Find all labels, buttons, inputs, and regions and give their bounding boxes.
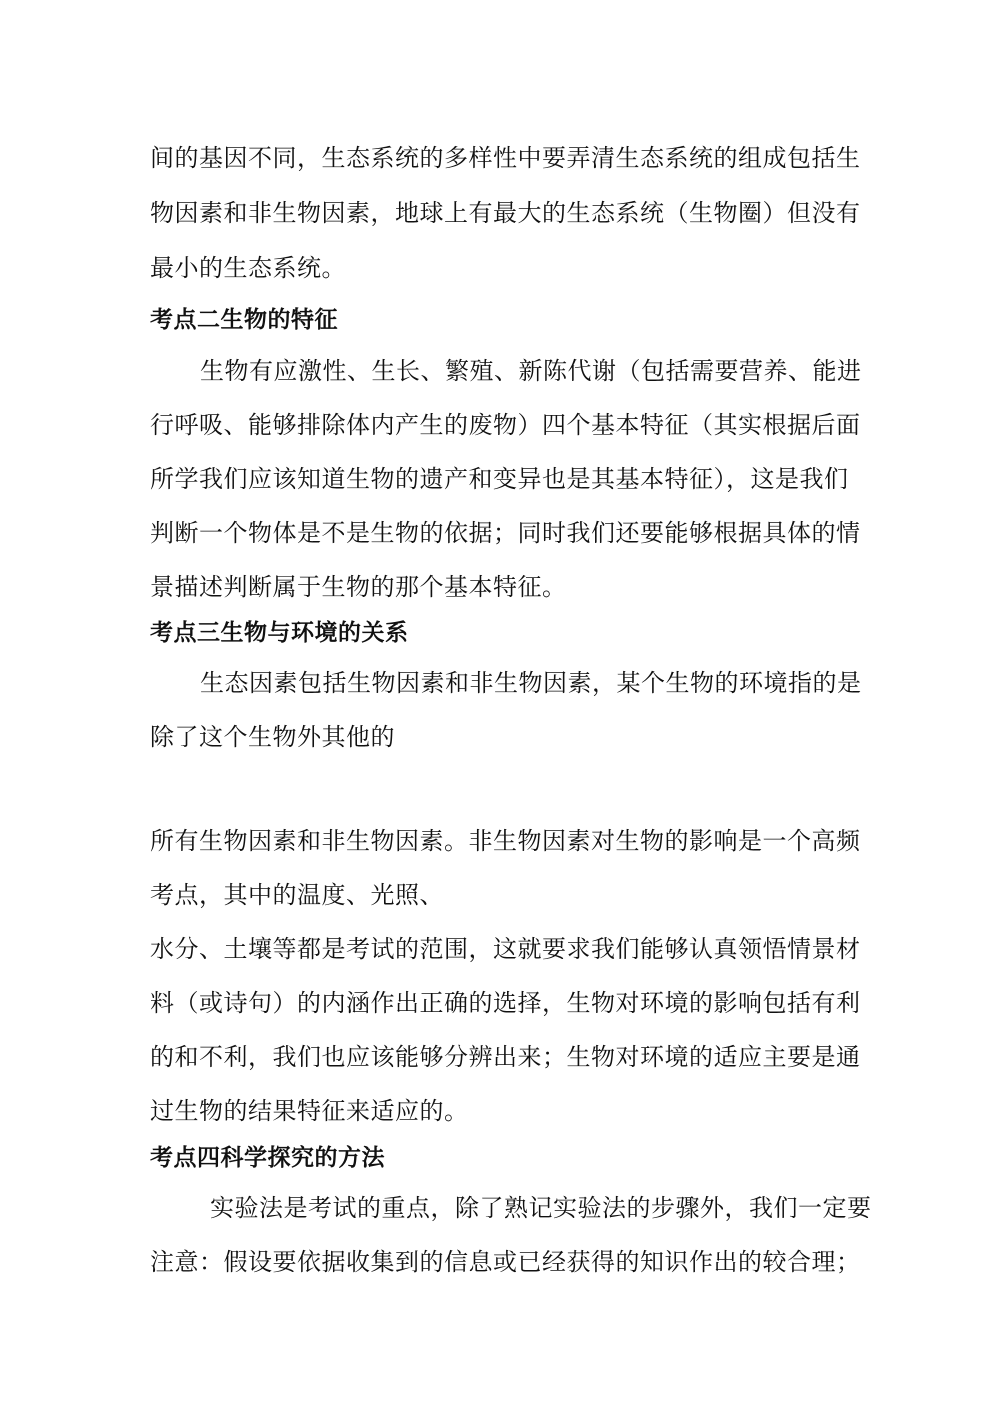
text-line: 生物有应激性、生长、繁殖、新陈代谢（包括需要营养、能进 — [200, 357, 862, 385]
text-line: 生态因素包括生物因素和非生物因素，某个生物的环境指的是 — [200, 669, 862, 697]
text-line: 水分、土壤等都是考试的范围，这就要求我们能够认真领悟情景材 — [150, 935, 861, 963]
text-line: 考点，其中的温度、光照、 — [150, 881, 444, 909]
text-line: 注意：假设要依据收集到的信息或已经获得的知识作出的较合理； — [150, 1248, 861, 1276]
text-line: 最小的生态系统。 — [150, 254, 346, 282]
text-line: 判断一个物体是不是生物的依据；同时我们还要能够根据具体的情 — [150, 519, 861, 547]
text-line: 实验法是考试的重点，除了熟记实验法的步骤外，我们一定要 — [210, 1194, 872, 1222]
text-line: 物因素和非生物因素，地球上有最大的生态系统（生物圈）但没有 — [150, 199, 861, 227]
section-heading: 考点三生物与环境的关系 — [150, 620, 409, 646]
text-line: 料（或诗句）的内涵作出正确的选择，生物对环境的影响包括有利 — [150, 989, 861, 1017]
section-heading: 考点二生物的特征 — [150, 307, 338, 333]
text-line: 过生物的结果特征来适应的。 — [150, 1097, 469, 1125]
text-line: 所有生物因素和非生物因素。非生物因素对生物的影响是一个高频 — [150, 827, 861, 855]
text-line: 的和不利，我们也应该能够分辨出来；生物对环境的适应主要是通 — [150, 1043, 861, 1071]
text-line: 行呼吸、能够排除体内产生的废物）四个基本特征（其实根据后面 — [150, 411, 861, 439]
section-heading: 考点四科学探究的方法 — [150, 1145, 385, 1171]
text-line: 景描述判断属于生物的那个基本特征。 — [150, 573, 567, 601]
text-line: 除了这个生物外其他的 — [150, 723, 395, 751]
text-line: 间的基因不同，生态系统的多样性中要弄清生态系统的组成包括生 — [150, 144, 861, 172]
text-line: 所学我们应该知道生物的遗产和变异也是其基本特征），这是我们 — [150, 465, 849, 493]
